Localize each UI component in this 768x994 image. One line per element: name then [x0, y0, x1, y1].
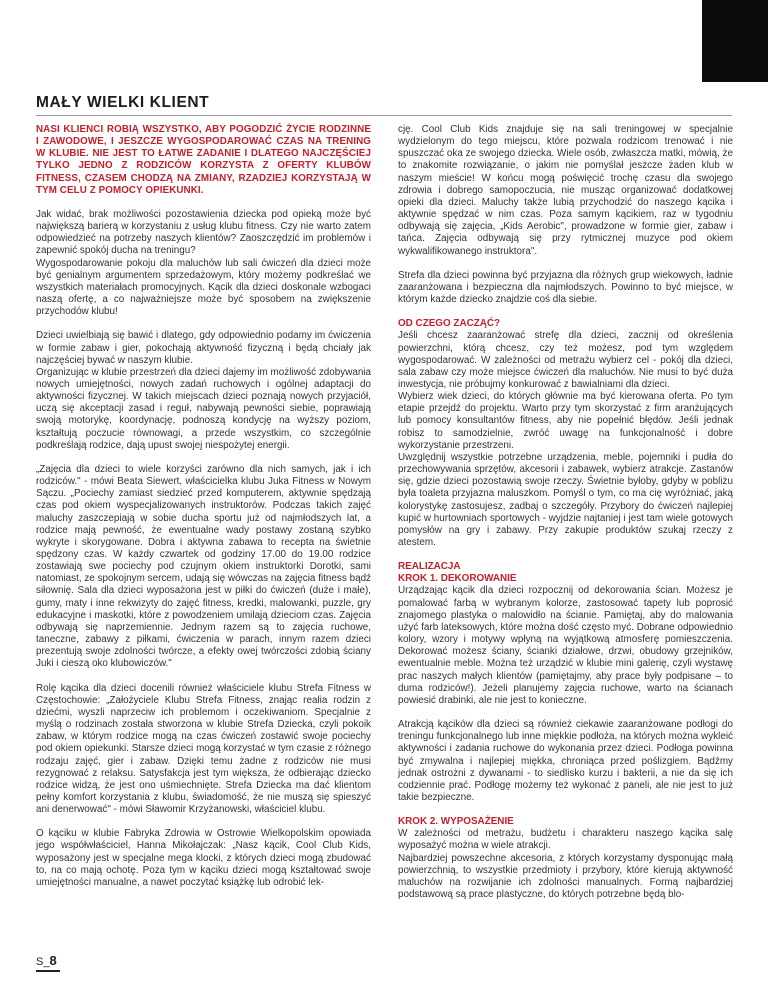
paragraph: W zależności od metrażu, budżetu i charakteru naszego kącika salę wyposażyć można w wiele atrakcji. Najbardziej powszechne akcesoria, z których korzystamy dysponując małą powierzchnią, to wszystkie przedmioty i przybory, które kierują aktywność maluchów na rozwijanie ich zdolności manualnych. Formą najbardziej podstawową są prace plastyczne, do których potrzebne będą blo- — [398, 828, 733, 901]
article-title: MAŁY WIELKI KLIENT — [36, 94, 210, 111]
left-column — [36, 124, 371, 889]
page-number-underline — [36, 970, 60, 972]
paragraph: Atrakcją kącików dla dzieci są również ciekawie zaaranżowane podłogi do treningu funkcjonalnego lub inne miękkie podłoża, na których można wykleić aktywności i zadania ruchowe do wykonania przez dzieci. Podłoga powinna być zmywalna i najlepiej miękka, chroniąca przed poślizgiem. Bądźmy jednak ostrożni z dywanami - to siedlisko kurzu i bakterii, a nie da się ich codziennie prać. Podłogę możemy też wykonać z paneli, ale nie jest to już takie bezpieczne. — [398, 719, 733, 803]
subsection-heading: KROK 1. DEKOROWANIE — [398, 573, 517, 585]
paragraph: Strefa dla dzieci powinna być przyjazna dla różnych grup wiekowych, ładnie zaaranżowana i bezpieczna dla najmłodszych. Powinno to być miejsce, w którym każde dziecko znajdzie coś dla siebie. — [398, 269, 733, 306]
paragraph: cję. Cool Club Kids znajduje się na sali treningowej w specjalnie wydzielonym do tego miejscu, które pozwala rodzicom trenować i nie spuszczać oka ze swojego dziecka. Wiele osób, zwłaszcza matki, mówią, że to znakomite rozwiązanie, o jakim nie pomyślał jeszcze żaden klub w naszym mieście! W końcu mogą poświęcić trochę czasu dla swojego zdrowia i dobrego samopoczucia, nie musząc organizować dodatkowej opieki dla dzieci. Maluchy także lubią przychodzić do naszego kącika i aktywnie spędzać w nim czas. Poza samym kącikiem, raz w tygodniu odbywają się zajęcia, „Kids Aerobic", prowadzone w formie gier, zabaw i tańca. Zajęcia odbywają się przy rytmicznej muzyce pod okiem wykwalifikowanego instruktora". — [398, 124, 733, 257]
section-letter: S — [36, 956, 44, 968]
subsection-heading: KROK 2. WYPOSAŻENIE — [398, 816, 514, 828]
paragraph: Urządzając kącik dla dzieci rozpocznij od dekorowania ścian. Możesz je pomalować farbą w wybranym kolorze, zastosować tapety lub poprosić znajomego plastyka o malowidło na ścianie. Pamiętaj, aby do malowania użyć farb lateksowych, które można dość często myć. Dobrane odpowiednio kolory, wzory i motywy wpłyną na wyjątkową atmosferę pomieszczenia. Dekorować możesz ściany, ścianki działowe, drzwi, obudowy grzejników, ewentualnie meble. Można też urządzić w klubie mini galerię, czyli wystawę prac naszych małych klientów (pamiętajmy, aby prace były podpisane – to duma rodziców!). Jeżeli planujemy zajęcia ruchowe, warto na ścianach powiesić drabinki, ale nie jest to konieczne. — [398, 585, 733, 706]
corner-black-block — [702, 0, 768, 82]
section-heading: REALIZACJA — [398, 561, 461, 573]
section-heading: OD CZEGO ZACZĄĆ? — [398, 318, 501, 330]
paragraph: Dzieci uwielbiają się bawić i dlatego, gdy odpowiednio podamy im ćwiczenia w formie zabaw i gier, pokochają aktywność fizyczną i będą chciały jak najczęściej bywać w naszym klubie. Organizując w klubie przestrzeń dla dzieci dajemy im możliwość zdobywania nowych umiejętności, nowych zadań ruchowych i ogólnej adaptacji do aktywności fizycznej. W takich miejscach dzieci poznają nowych przyjaciół, uczą się akceptacji zasad i reguł, nabywają pewności siebie, poprawiają swoją motorykę, koordynację, podnoszą kondycję na wyższy poziom, kształtują poczucie równowagi, a przede wszystkim, co szczególnie podkreślają rodzice, dają upust swojej niespożytej energii. — [36, 330, 371, 451]
page-number-value: 8 — [49, 953, 57, 968]
right-column — [398, 124, 733, 901]
quote-paragraph: Rolę kącika dla dzieci docenili również właściciele klubu Strefa Fitness w Częstochowie: „Założyciele Klubu Strefa Fitness, znając realia rodzin z dziećmi, wyszli naprzeciw ich problemom i oczekiwaniom. Specjalnie z myślą o rodzinach została stworzona w klubie Strefa Dziecka, czyli pokoik zabaw, w którym rodzice mogą na czas ćwiczeń zostawić swoje pociechy pod okiem opiekunki. Starsze dzieci mogą korzystać w tym czasie z różnego rodzaju zajęć, gier i zabaw. Dzięki temu żadne z rodziców nie musi rezygnować z relaksu. Satysfakcja jest tym większa, że odbierając dziecko rodzice widzą, że jest ono uśmiechnięte. Strefa Dziecka ma dać klientom pełny komfort korzystania z klubu, świadomość, że nie muszą się spieszyć ani denerwować" - mówi Sławomir Krzyżanowski, właściciel klubu. — [36, 682, 371, 816]
quote-paragraph: O kąciku w klubie Fabryka Zdrowia w Ostrowie Wielkopolskim opowiada jego współwłaściciel, Hanna Mikołajczak: „Nasz kącik, Cool Club Kids, wyposażony jest w specjalne mega klocki, z których dzieci mogą zbudować to, na co mają ochotę. Poza tym w kąciku dzieci mogą kształtować swoje umiejętności manualne, a nawet poczytać książkę lub odrobić lek- — [36, 828, 371, 888]
title-divider — [36, 115, 732, 116]
article-lead: NASI KLIENCI ROBIĄ WSZYSTKO, ABY POGODZIĆ ŻYCIE RODZINNE I ZAWODOWE, I JESZCZE WYGOSPODAROWAĆ CZAS NA TRENING W KLUBIE. NIE JEST TO ŁATWE ZADANIE I DLATEGO NAJCZĘŚCIEJ TYLKO JEDNO Z RODZICÓW KORZYSTA Z OFERTY KLUBÓW FITNESS, CZASEM CHODZĄ NA ZMIANY, RZADZIEJ KORZYSTAJĄ W TYM CELU Z POMOCY OPIEKUNKI. — [36, 124, 371, 196]
page-number: S_8 — [36, 953, 57, 968]
paragraph: Jeśli chcesz zaaranżować strefę dla dzieci, zacznij od określenia powierzchni, którą chcesz, czy też możesz, pod tym względem wygospodarować. W zależności od metrażu wybierz cel - pokój dla dzieci, sala zabaw czy może miejsce ćwiczeń dla maluchów. Nie musi to być duża inwestycja, nie próbujmy konkurować z bawialniami dla dzieci. Wybierz wiek dzieci, do których głównie ma być kierowana oferta. Po tym etapie przejdź do projektu. Warto przy tym skorzystać z firm aranżujących lub pomocy konsultantów fitness, aby nie popełnić błędów. Jeśli jednak robisz to samodzielnie, zwróć uwagę na funkcjonalność i dobre wykorzystanie przestrzeni. Uwzględnij wszystkie potrzebne urządzenia, meble, pojemniki i pudła do przechowywania sprzętów, akcesorii i zabawek, wybierz atrakcje. Zastanów się, gdzie dzieci pozostawią swoje rzeczy. Świetnie byłoby, gdyby w pobliżu była toaleta przyjazna maluszkom. Pomyśl o tym, co ma cię wyróżniać, jaką kolorystykę zastosujesz, zadbaj o szczegóły. Przybory do ćwiczeń najlepiej kupić w hurtowniach sportowych - wyjdzie najtaniej i jest tam wiele gotowych pomysłów na gry i zabawy. Przy zakupie produktów szukaj rzeczy z atestem. — [398, 330, 733, 548]
paragraph: Jak widać, brak możliwości pozostawienia dziecka pod opieką może być największą barierą w korzystaniu z usług klubu fitness. Czy nie warto zatem odpowiedzieć na potrzeby naszych klientów? Zaoszczędzić im problemów i zapewnić spokój ducha na treningu? Wygospodarowanie pokoju dla maluchów lub sali ćwiczeń dla dzieci może być genialnym argumentem sprzedażowym, który możemy podkreślać we wszystkich materiałach promocyjnych. Kącik dla dzieci doskonale wzbogaci naszą ofertę, a co najważniejsze może być sposobem na zwiększenie przychodów klubu! — [36, 208, 371, 318]
quote-paragraph: „Zajęcia dla dzieci to wiele korzyści zarówno dla nich samych, jak i ich rodziców." - mówi Beata Siewert, właścicielka klubu Juka Fitness w Nowym Sączu. „Pociechy zamiast siedzieć przed komputerem, aktywnie spędzają czas pod okiem wyspecjalizowanych instruktorów. Podczas takich zajęć maluchy zaszczepiają w sobie ducha sportu już od najmłodszych lat, a rodzice mają pewność, że ewentualne wady postawy zostaną szybko wykryte i skorygowane. Dobra i aktywna zabawa to recepta na świetnie spędzony czas. W każdy czwartek od godziny 17.00 do 19.00 rodzice zostawiają swe pociechy pod czujnym okiem instruktorki Dorotki, sami natomiast, ze spokojnym sercem, udają się wówczas na zajęcia fitness bądź siłownię. Sala dla dzieci wyposażona jest w piłki do ćwiczeń (duże i małe), gumy, maty i inne rekwizyty do zajęć fitness, kredki, malowanki, puzzle, gry edukacyjne i maskotki, które z powodzeniem umilają dzieciom czas. Zajęcia odbywają się naprzemiennie. Jednym razem są to zajęcia ruchowe, taneczne, zabawy z piłkami, ćwiczenia w parach, innym razem dzieci prezentują swoje zdolności twórcze, a efekty owej twórczości zdobią ściany Juki i cieszą oko klubowiczów." — [36, 463, 371, 670]
